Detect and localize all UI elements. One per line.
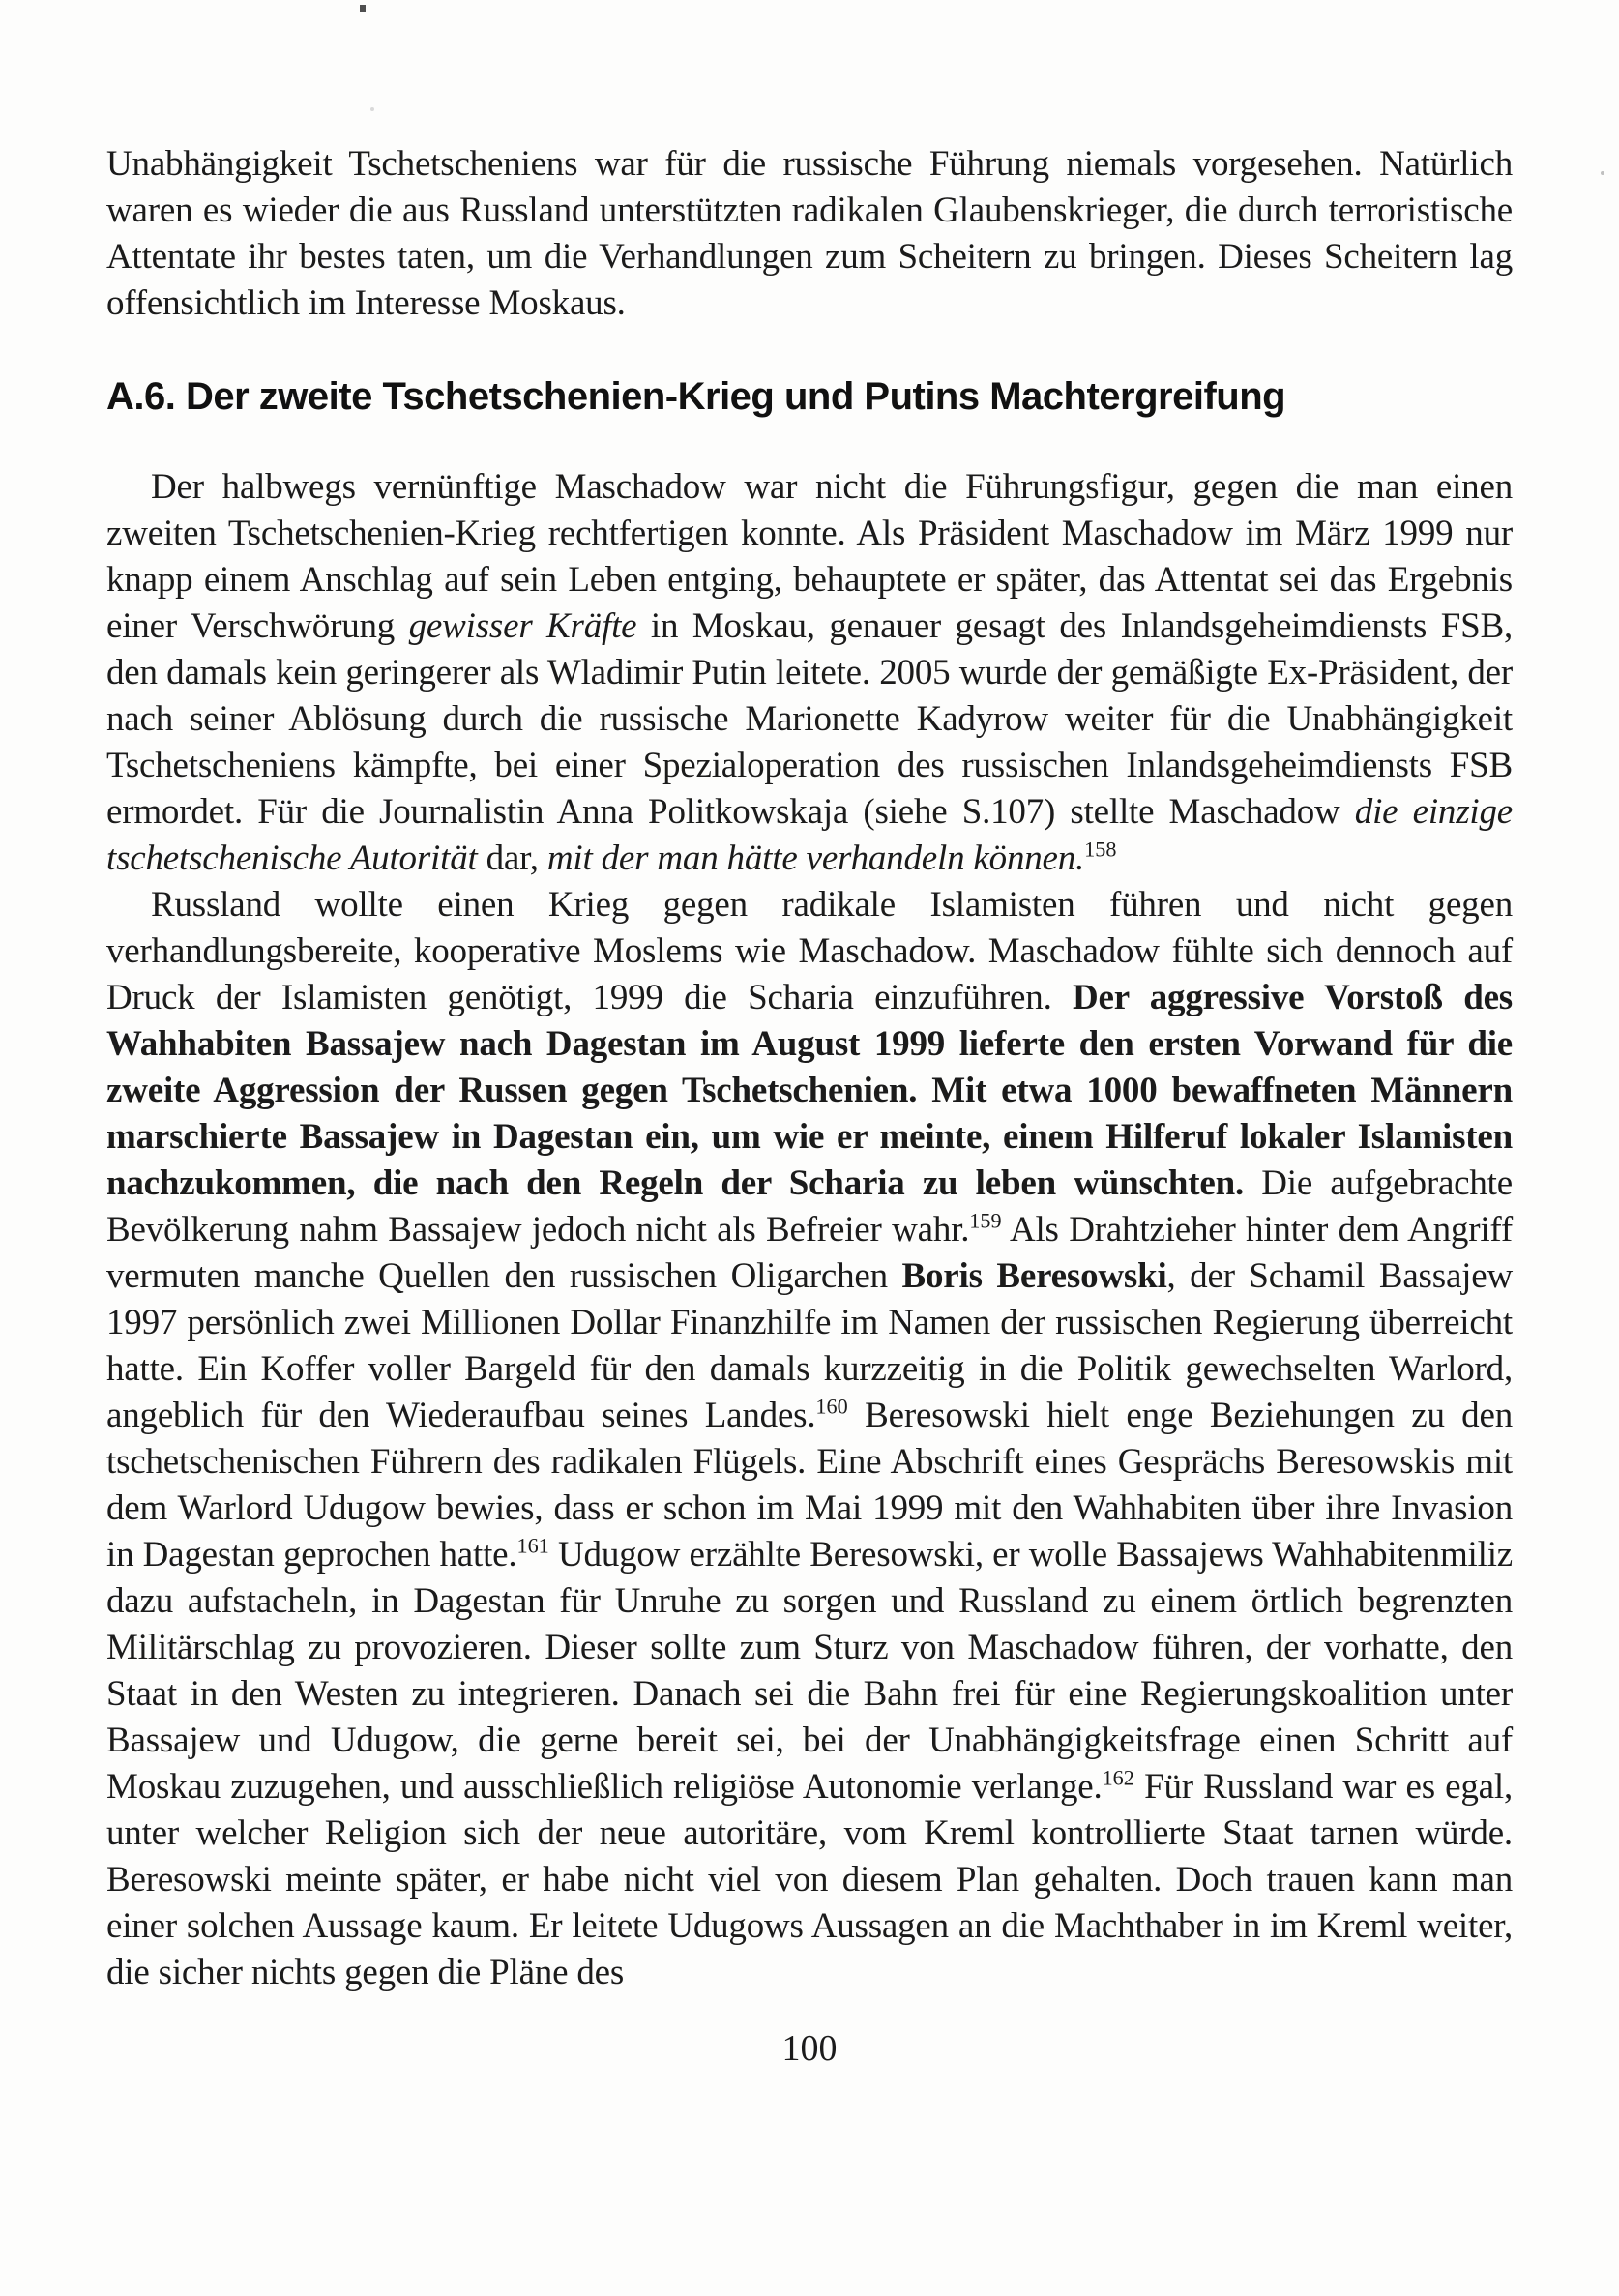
text-run: Boris Beresowski xyxy=(901,1256,1167,1296)
footnote-reference: 158 xyxy=(1084,837,1117,862)
text-run: Unabhängigkeit Tschetscheniens war für die russische Führung niemals vorgesehen. Natürlich waren es wieder die aus Russland unterstützten radikalen Glaubenskrieger, die durch terroristische Attentate ihr bestes taten, um die Verhandlungen zum Scheitern zu bringen. Dieses Scheitern lag offensichtlich im Interesse Moskaus. xyxy=(106,144,1513,323)
body-paragraph xyxy=(106,464,1513,882)
text-run: Der aggressive Vorstoß des Wahhabiten Bassajew nach Dagestan im August 1999 lieferte den ersten Vorwand für die zweite Aggression der Russen gegen Tschetschenien. Mit etwa 1000 bewaffneten Männern marschierte Bassajew in Dagestan ein, um wie er meinte, einem Hilferuf lokaler Islamisten nachzukommen, die nach den Regeln der Scharia zu leben wünschten. xyxy=(106,978,1513,1203)
section-heading: A.6. Der zweite Tschetschenien-Krieg und Putins Machtergreifung xyxy=(106,375,1286,418)
text-run: gewisser Kräfte xyxy=(408,606,637,646)
text-run: Russland wollte einen Krieg gegen radikale Islamisten führen und nicht gegen verhandlungsbereite, kooperative Moslems wie Maschadow. Maschadow fühlte sich dennoch auf Druck der Islamisten genötigt, 1999 die Scharia einzuführen. xyxy=(106,885,1513,1017)
scan-artifact-speck xyxy=(1601,171,1604,175)
footnote-reference: 160 xyxy=(815,1394,848,1419)
text-run: Als Drahtzieher hinter dem Angriff vermuten manche Quellen den russischen Oligarchen xyxy=(106,1210,1513,1296)
footnote-reference: 161 xyxy=(516,1533,549,1558)
text-column xyxy=(106,141,1513,2072)
footnote-reference: 162 xyxy=(1102,1765,1134,1790)
text-run: Der halbwegs vernünftige Maschadow war nicht die Führungsfigur, gegen die man einen zweiten Tschetschenien-Krieg rechtfertigen konnte. Als Präsident Maschadow im März 1999 nur knapp einem Anschlag auf sein Leben entging, behauptete er später, das Attentat sei das Ergebnis einer Verschwörung xyxy=(106,467,1513,646)
text-run: dar, xyxy=(477,839,547,878)
text-run: Udugow erzählte Beresowski, er wolle Bassajews Wahhabitenmiliz dazu aufstacheln, in Dagestan für Unruhe zu sorgen und Russland zu einem örtlich begrenzten Militärschlag zu provozieren. Dieser sollte zum Sturz von Maschadow führen, der vorhatte, den Staat in den Westen zu integrieren. Danach sei die Bahn frei für eine Regierungskoalition unter Bassajew und Udugow, die gerne bereit sei, bei der Unabhängigkeitsfrage einen Schritt auf Moskau zuzugehen, und ausschließlich religiöse Autonomie verlange. xyxy=(106,1535,1513,1807)
text-run: , der Schamil Bassajew 1997 persönlich zwei Millionen Dollar Finanzhilfe im Namen der russischen Regierung überreicht hatte. Ein Koffer voller Bargeld für den damals kurzzeitig in die Politik gewechselten Warlord, angeblich für den Wiederaufbau seines Landes. xyxy=(106,1256,1513,1435)
body-paragraph xyxy=(106,882,1513,1996)
text-run: Die aufgebrachte Bevölkerung nahm Bassajew jedoch nicht als Befreier wahr. xyxy=(106,1163,1513,1250)
text-run: in Moskau, genauer gesagt des Inlandsgeheimdiensts FSB, den damals kein geringerer als Wladimir Putin leitete. 2005 wurde der gemäßigte Ex-Präsident, der nach seiner Ablösung durch die russische Marionette Kadyrow weiter für die Unabhängigkeit Tschetscheniens kämpfte, bei einer Spezialoperation des russischen Inlandsgeheimdiensts FSB ermordet. Für die Journalistin Anna Politkowskaja (siehe S.107) stellte Maschadow xyxy=(106,606,1513,832)
footnote-reference: 159 xyxy=(969,1208,1002,1233)
text-run: Beresowski hielt enge Beziehungen zu den tschetschenischen Führern des radikalen Flügels. Eine Abschrift eines Gesprächs Beresowskis mit dem Warlord Udugow bewies, dass er schon im Mai 1999 mit den Wahhabiten über ihre Invasion in Dagestan geprochen hatte. xyxy=(106,1396,1513,1575)
scan-artifact-speck xyxy=(370,107,374,111)
text-run: die einzige tschetschenische Autorität xyxy=(106,792,1514,878)
text-run: Für Russland war es egal, unter welcher Religion sich der neue autoritäre, vom Kreml kontrollierte Staat tarnen würde. Beresowski meinte später, er habe nicht viel von diesem Plan gehalten. Doch trauen kann man einer solchen Aussage kaum. Er leitete Udugows Aussagen an die Machthaber in im Kreml weiter, die sicher nichts gegen die Pläne des xyxy=(106,1767,1513,1992)
text-run: mit der man hätte verhandeln können. xyxy=(546,839,1085,878)
page-number: 100 xyxy=(781,2028,838,2069)
scan-artifact-speck xyxy=(360,5,366,12)
body-paragraph xyxy=(106,141,1513,327)
